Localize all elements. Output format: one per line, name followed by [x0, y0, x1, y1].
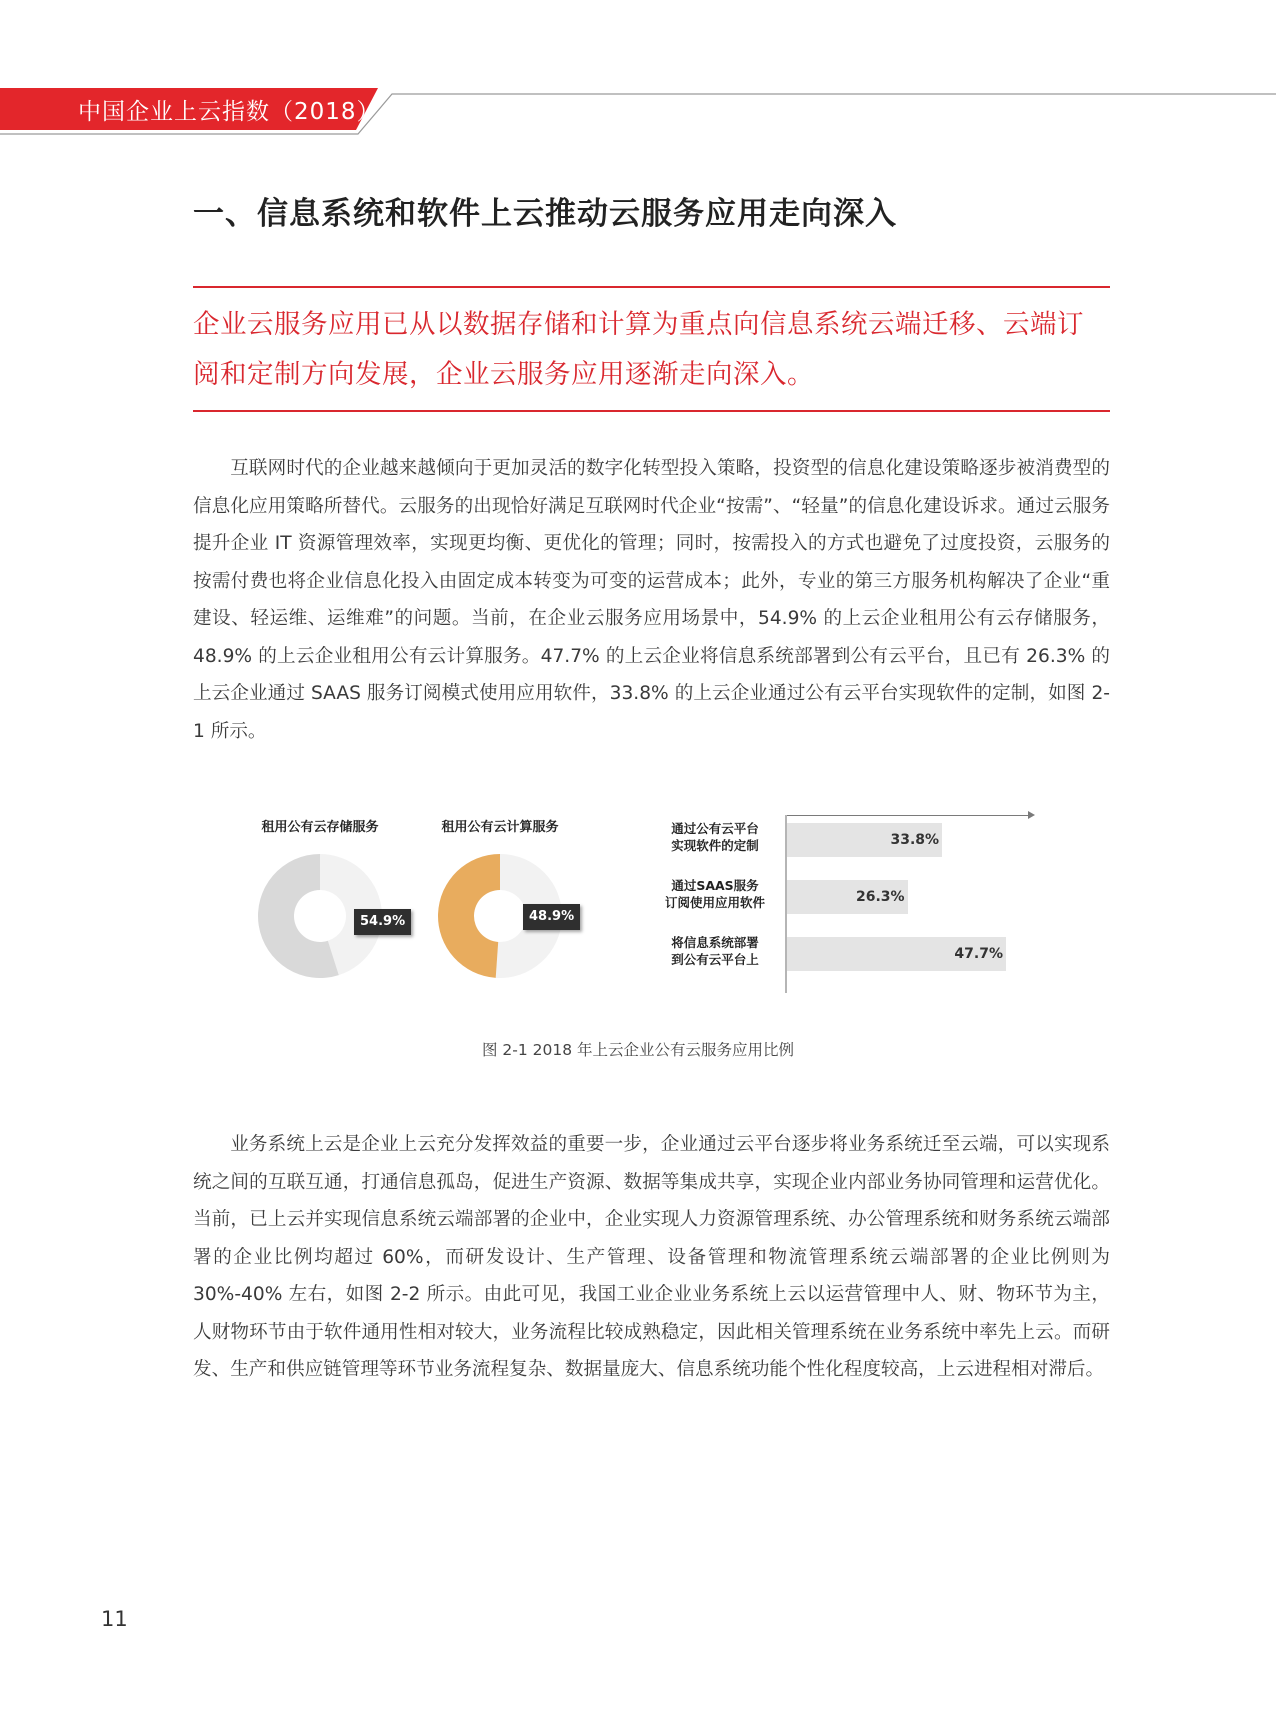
bar-chart-x-axis [786, 815, 1030, 816]
callout-text: 企业云服务应用已从以数据存储和计算为重点向信息系统云端迁移、云端订阅和定制方向发展，企业云服务应用逐渐走向深入。 [193, 309, 1084, 390]
running-header [0, 0, 1276, 160]
donut-storage-value-badge: 54.9% [354, 909, 411, 935]
header-banner [0, 0, 1276, 160]
bar-value-label: 33.8% [890, 832, 940, 848]
figure-2-1 [230, 800, 1060, 1000]
donut-title-storage: 租用公有云存储服务 [261, 820, 379, 835]
donut-compute-value-badge: 48.9% [523, 904, 580, 930]
bar-category-label: 将信息系统部署 到公有云平台上 [671, 935, 759, 967]
donut-title-compute: 租用公有云计算服务 [441, 820, 559, 835]
section-title: 一、信息系统和软件上云推动云服务应用走向深入 [193, 196, 897, 232]
body-paragraph-2: 业务系统上云是企业上云充分发挥效益的重要一步，企业通过云平台逐步将业务系统迁至云端，可以实现系统之间的互联互通，打通信息孤岛，促进生产资源、数据等集成共享，实现企业内部业务协同管理和运营优化。当前，已上云并实现信息系统云端部署的企业中，企业实现人力资源管理系统、办公管理系统和财务系统云端部署的企业比例均超过 60%，而研发设计、生产管理、设备管理和物流管理系统云端部署的企业比例则为 30%-40% 左右，如图 2-2 所示。由此可见，我国工业企业业务系统上云以运营管理中人、财、物环节为主，人财物环节由于软件通用性相对较大，业务流程比较成熟稳定，因此相关管理系统在业务系统中率先上云。而研发、生产和供应链管理等环节业务流程复杂、数据量庞大、信息系统功能个性化程度较高，上云进程相对滞后。 [193, 1134, 1110, 1380]
bar-category-label: 通过公有云平台 实现软件的定制 [671, 821, 759, 853]
header-title: 中国企业上云指数（2018） [78, 99, 381, 125]
donut-compute-value-slice [438, 854, 500, 978]
bar-value-label: 26.3% [855, 889, 905, 905]
body-paragraph-1: 互联网时代的企业越来越倾向于更加灵活的数字化转型投入策略，投资型的信息化建设策略逐步被消费型的信息化应用策略所替代。云服务的出现恰好满足互联网时代企业“按需”、“轻量”的信息化建设诉求。通过云服务提升企业 IT 资源管理效率，实现更均衡、更优化的管理；同时，按需投入的方式也避免了过度投资，云服务的按需付费也将企业信息化投入由固定成本转变为可变的运营成本；此外，专业的第三方服务机构解决了企业“重建设、轻运维、运维难”的问题。当前，在企业云服务应用场景中，54.9% 的上云企业租用公有云存储服务，48.9% 的上云企业租用公有云计算服务。47.7% 的上云企业将信息系统部署到公有云平台，且已有 26.3% 的上云企业通过 SAAS 服务订阅模式使用应用软件，33.8% 的上云企业通过公有云平台实现软件的定制，如图 2-1 所示。 [193, 458, 1110, 742]
page-number: 11 [101, 1607, 128, 1631]
bar-value-label: 47.7% [954, 946, 1003, 962]
figure-caption: 图 2-1 2018 年上云企业公有云服务应用比例 [481, 1041, 795, 1059]
bar-chart-axis-arrow [1028, 811, 1035, 819]
bar-category-label: 通过SAAS服务 订阅使用应用软件 [664, 878, 765, 910]
callout-top-rule [193, 286, 1110, 288]
callout-bottom-rule [193, 410, 1110, 412]
